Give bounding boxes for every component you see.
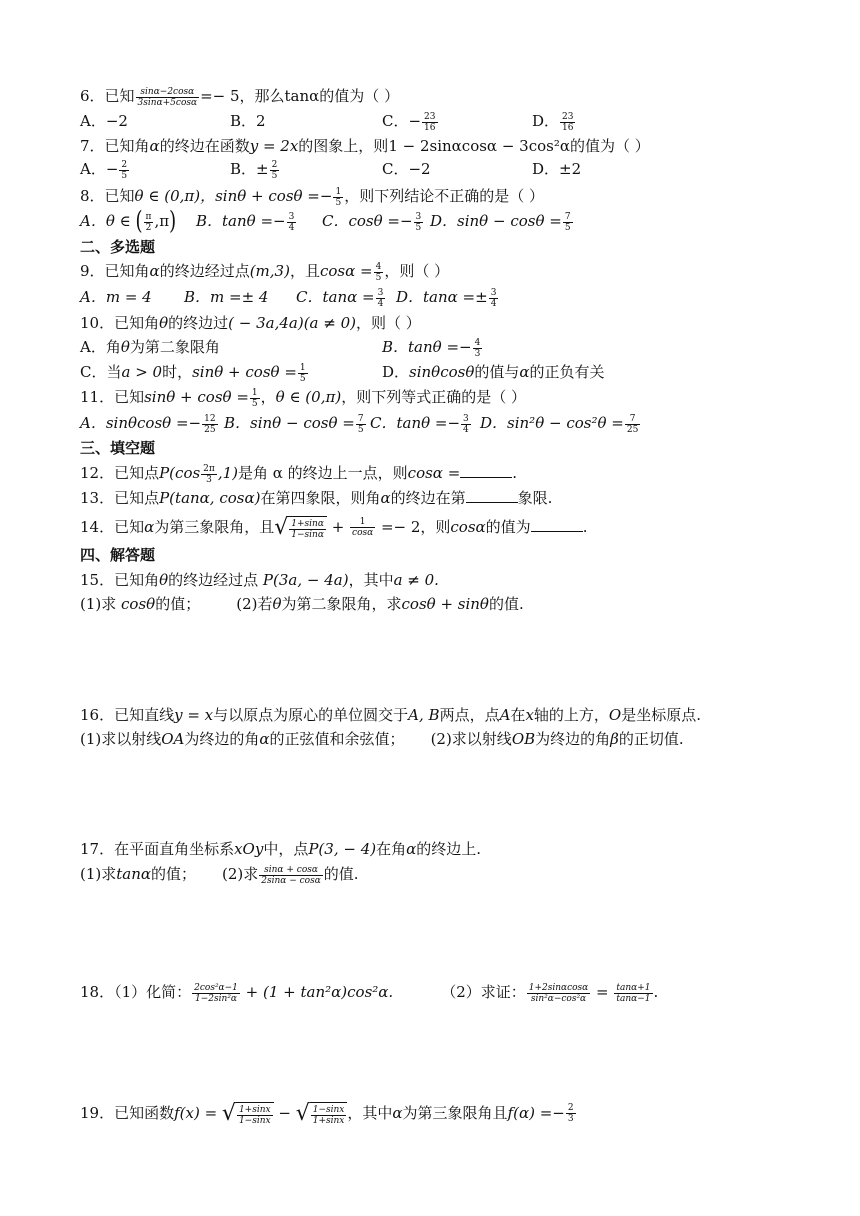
- q7-option-d: D．±2: [532, 160, 582, 178]
- q8-option-d: D．sinθ − cosθ = $\frac{7}{5}$: [430, 211, 571, 233]
- q11-option-a: A．sinθcosθ =− $\frac{12}{25}$: [80, 413, 216, 435]
- section-heading-solve: 四、解答题: [80, 546, 156, 564]
- question-15: 15．已知角θ的终边经过点 P(3a, − 4a)，其中a ≠ 0.: [80, 571, 439, 589]
- q11-option-d: D．sin²θ − cos²θ = $\frac{7}{25}$: [480, 413, 639, 435]
- q7-option-a: A．− $\frac{2}{5}$: [80, 159, 128, 181]
- question-7: 7．已知角α的终边在函数y = 2x的图象上，则1 − 2sinαcosα − 3cos²α的值为（ ）: [80, 137, 650, 155]
- question-11: 11．已知sinθ + cosθ = $\frac{1}{5}$ ，θ ∈ (0,π)，则下列等式正确的是（ ）: [80, 387, 526, 409]
- question-9: 9．已知角α的终边经过点(m,3)，且cosα = $\frac{4}{5}$ ，则（ ）: [80, 261, 450, 283]
- q6-fraction: $\frac{\sin\alpha-2\cos\alpha}{3\sin\alpha+5\cos\alpha}$: [137, 86, 198, 108]
- q8-option-a: A．θ ∈ ( $\frac{\pi}{2}$ ,π): [80, 206, 177, 236]
- q6-option-c: C．− $\frac{23}{16}$: [382, 111, 436, 133]
- question-14: 14．已知α为第三象限角，且 √ $\frac{1+\sin\alpha}{1-\sin\alpha}$ + $\frac{1}{\cos\alpha}$ =− 2，则cosα的值为 .: [80, 514, 588, 540]
- q8-option-c: C．cosθ =− $\frac{3}{5}$: [322, 211, 422, 233]
- q6-option-d: D． $\frac{23}{16}$: [532, 111, 574, 133]
- q8-option-b: B．tanθ =− $\frac{3}{4}$: [196, 211, 295, 233]
- question-17: 17．在平面直角坐标系xOy中，点P(3, − 4)在角α的终边上.: [80, 840, 482, 858]
- q11-option-b: B．sinθ − cosθ = $\frac{7}{5}$: [224, 413, 364, 435]
- q10-option-b: B．tanθ =− $\frac{4}{3}$: [382, 337, 481, 359]
- question-12: 12．已知点P(cos $\frac{2\pi}{3}$ ,1)是角 α 的终边上一点，则cosα = .: [80, 463, 518, 485]
- q19-radical-2: √ $\frac{1-\sin x}{1+\sin x}$: [296, 1102, 348, 1126]
- question-8: 8．已知θ ∈ (0,π)，sinθ + cosθ =− $\frac{1}{5}$ ，则下列结论不正确的是（ ）: [80, 186, 544, 208]
- q9-option-d: D．tanα =± $\frac{3}{4}$: [396, 287, 497, 309]
- q13-answer-blank[interactable]: [466, 488, 518, 503]
- q10-option-c: C．当a > 0时，sinθ + cosθ = $\frac{1}{5}$: [80, 362, 306, 384]
- q9-option-a: A．m = 4: [80, 288, 152, 306]
- q19-radical-1: √ $\frac{1+\sin x}{1-\sin x}$: [222, 1102, 274, 1126]
- q7-option-c: C．−2: [382, 160, 431, 178]
- q6-option-b: B．2: [230, 112, 266, 130]
- section-heading-multi: 二、多选题: [80, 238, 156, 256]
- q7-option-b: B．± $\frac{2}{5}$: [230, 159, 278, 181]
- question-18: 18．（1）化简： $\frac{\text{2cos²α−1}}{\text{1−2sin²α}}$ + (1 + tan²α)cos²α. （2）求证： $\frac{1+2\sin\alpha\cos\alpha}{\text{sin²α−cos²α}}$ = $\frac{\tan\alpha+1}{\tan\alpha-1}$ .: [80, 982, 659, 1004]
- question-13: 13．已知点P(tanα, cosα)在第四象限，则角α的终边在第 象限.: [80, 489, 553, 507]
- question-10: 10．已知角θ的终边过( − 3a,4a)(a ≠ 0)，则（ ）: [80, 314, 421, 332]
- q14-radical: √ $\frac{1+\sin\alpha}{1-\sin\alpha}$: [274, 516, 327, 540]
- question-6: 6．已知 $\frac{\sin\alpha-2\cos\alpha}{3\sin\alpha+5\cos\alpha}$ =− 5，那么tanα的值为（ ）: [80, 86, 400, 108]
- q10-option-d: D．sinθcosθ的值与α的正负有关: [382, 363, 605, 381]
- section-heading-fill: 三、填空题: [80, 439, 156, 457]
- q9-option-b: B．m =± 4: [184, 288, 269, 306]
- q11-option-c: C．tanθ =− $\frac{3}{4}$: [370, 413, 469, 435]
- q6-option-a: A．−2: [80, 112, 128, 130]
- q14-answer-blank[interactable]: [531, 517, 583, 532]
- q9-option-c: C．tanα = $\frac{3}{4}$: [296, 287, 384, 309]
- question-19: 19．已知函数f(x) = √ $\frac{1+\sin x}{1-\sin x}$ − √ $\frac{1-\sin x}{1+\sin x}$ ，其中α为第三象限角且f(α) =− $\frac{2}{3}$: [80, 1100, 574, 1126]
- question-16-parts: (1)求以射线OA为终边的角α的正弦值和余弦值； (2)求以射线OB为终边的角β的正切值.: [80, 730, 684, 748]
- question-17-parts: (1)求tanα的值； (2)求 $\frac{\sin\alpha + \cos\alpha}{2\sin\alpha - \cos\alpha}$ 的值.: [80, 864, 359, 886]
- q10-option-a: A．角θ为第二象限角: [80, 338, 220, 356]
- q6-stem: 6．已知: [80, 87, 135, 105]
- question-15-parts: (1)求 cosθ的值； (2)若θ为第二象限角，求cosθ + sinθ的值.: [80, 595, 524, 613]
- q12-answer-blank[interactable]: [460, 463, 512, 478]
- question-16: 16．已知直线y = x与以原点为原心的单位圆交于A, B两点，点A在x轴的上方，O是坐标原点.: [80, 706, 702, 724]
